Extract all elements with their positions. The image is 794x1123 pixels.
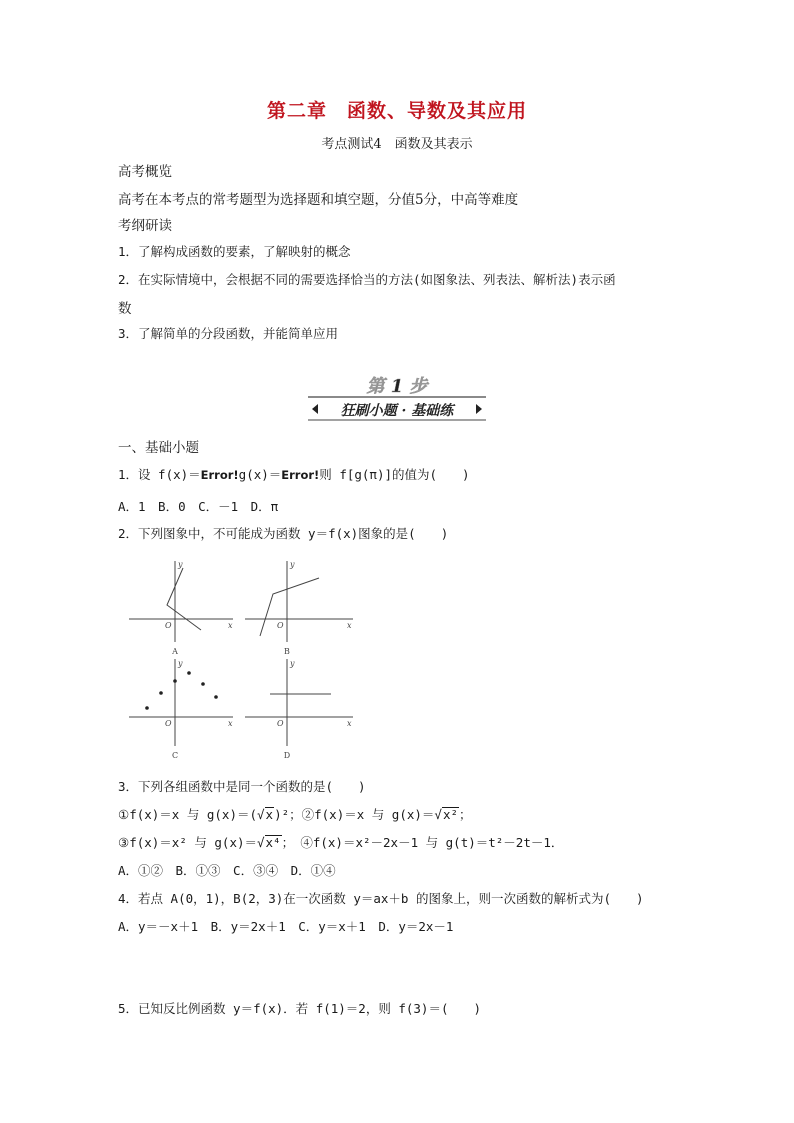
graph-a-origin: O (165, 621, 172, 630)
q3-l2-b: x⁴ (265, 835, 281, 850)
q3-l2-a: ③f(x)＝x² 与 g(x)＝ (118, 835, 258, 850)
q3-l1-a: ①f(x)＝x 与 g(x)＝( (118, 807, 258, 822)
chapter-title: 第二章 函数、导数及其应用 (266, 100, 527, 122)
sqrt-icon: √ (257, 807, 265, 822)
overview-heading: 高考概览 (118, 164, 172, 180)
graph-c-x-label: x (228, 719, 233, 728)
q3-l2-c: ； ④f(x)＝x²－2x－1 与 g(t)＝t²－2t－1． (281, 835, 564, 850)
graph-d-x-label: x (347, 719, 352, 728)
sqrt-icon: √ (257, 835, 265, 850)
arrow-left-icon (312, 404, 318, 414)
q3-l1-d: x² (442, 807, 459, 822)
syllabus-item-2: 2．在实际情境中，会根据不同的需要选择恰当的方法(如图象法、列表法、解析法)表示函 (118, 272, 616, 287)
q3-line-2 (118, 833, 563, 851)
question-1 (118, 465, 470, 483)
q2-graphs (125, 556, 360, 766)
question-4: 4．若点 A(0，1)，B(2，3)在一次函数 y＝ax＋b 的图象上，则一次函数的解析式为( ) (118, 891, 644, 906)
graph-d-origin: O (277, 719, 284, 728)
q1-error-2: Error! (281, 468, 320, 482)
step-subtitle: 狂刷小题 · 基础练 (340, 403, 454, 419)
graph-d-y-label: y (290, 659, 295, 668)
q1-part-3: 则 f[g(π)]的值为( ) (319, 467, 470, 482)
arrow-right-icon (476, 404, 482, 414)
question-5: 5．已知反比例函数 y＝f(x)．若 f(1)＝2，则 f(3)＝( ) (118, 1001, 482, 1016)
section-heading: 一、基础小题 (118, 440, 199, 456)
syllabus-item-2-cont: 数 (118, 301, 132, 317)
syllabus-heading: 考纲研读 (118, 218, 172, 234)
graph-b-y-label: y (290, 560, 295, 569)
q1-part-2: g(x)＝ (238, 467, 282, 482)
graph-c-origin: O (165, 719, 172, 728)
step-banner (306, 372, 488, 424)
graph-b-origin: O (277, 621, 284, 630)
syllabus-item-1: 1．了解构成函数的要素，了解映射的概念 (118, 244, 351, 259)
q1-error-1: Error! (200, 468, 239, 482)
q3-line-1 (118, 805, 472, 823)
q3-options: A．①② B．①③ C．③④ D．①④ (118, 863, 336, 878)
q1-part-1: 1．设 f(x)＝ (118, 467, 201, 482)
q3-l1-b: x (265, 807, 274, 822)
sqrt-icon: √ (434, 807, 442, 822)
step-label: 第 1 步 (366, 376, 428, 397)
test-title: 考点测试4 函数及其表示 (321, 137, 473, 152)
question-2: 2．下列图象中，不可能成为函数 y＝f(x)图象的是( ) (118, 526, 449, 541)
graph-d-label: D (283, 751, 291, 760)
graph-a-label: A (172, 647, 178, 656)
q3-l1-c: )²；②f(x)＝x 与 g(x)＝ (274, 807, 435, 822)
overview-text: 高考在本考点的常考题型为选择题和填空题，分值5分，中高等难度 (118, 192, 519, 208)
q1-options: A．1 B．0 C．－1 D．π (118, 499, 279, 514)
graph-a-x-label: x (228, 621, 233, 630)
syllabus-item-3: 3．了解简单的分段函数，并能简单应用 (118, 326, 339, 341)
q4-options: A．y＝－x＋1 B．y＝2x＋1 C．y＝x＋1 D．y＝2x－1 (118, 919, 454, 934)
graph-c-y-label: y (178, 659, 183, 668)
graph-b-label: B (284, 647, 290, 656)
graph-a-y-label: y (178, 560, 183, 569)
question-3: 3．下列各组函数中是同一个函数的是( ) (118, 779, 366, 794)
graph-b-x-label: x (347, 621, 352, 630)
q3-l1-e: ； (459, 807, 472, 822)
graph-c-label: C (171, 751, 179, 760)
